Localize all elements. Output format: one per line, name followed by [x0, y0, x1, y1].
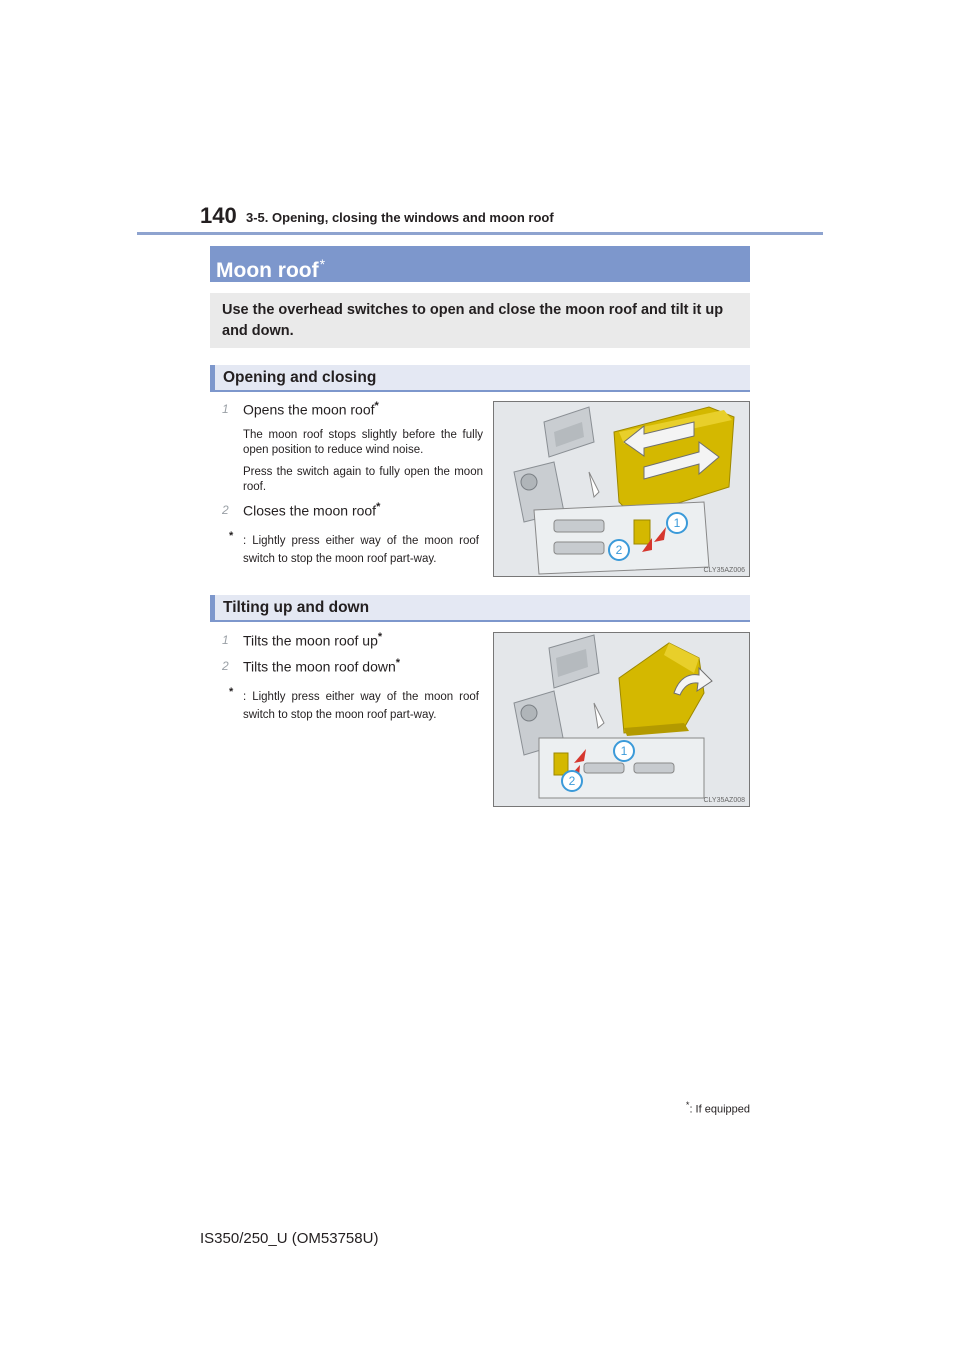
note-text: : Lightly press either way of the moon roof switch to stop the moon roof part-way. — [243, 534, 479, 565]
note-text-tilting: : Lightly press either way of the moon roof switch to stop the moon roof part-way. — [243, 690, 479, 721]
title-asterisk: * — [319, 256, 326, 272]
item-marker-tilt-1: 1 — [222, 633, 229, 647]
paragraph-wind-noise: The moon roof stops slightly before the fully open position to reduce wind noise. — [243, 429, 483, 456]
footnote-star: * — [685, 1100, 690, 1110]
heading-opening-closing: Opening and closing — [210, 365, 750, 392]
moon-roof-tilt-drawing — [494, 633, 749, 806]
illustration-tilt — [493, 632, 750, 807]
section-path: 3-5. Opening, closing the windows and moon roof — [246, 210, 554, 225]
item-marker-2: 2 — [222, 503, 229, 517]
page-number: 140 — [200, 203, 237, 228]
item-marker-tilt-2: 2 — [222, 659, 229, 673]
note-partway-opening — [229, 527, 479, 568]
item-closes-text: Closes the moon roof — [243, 502, 377, 519]
item-tilt-down-star: * — [395, 657, 401, 669]
callout-tilt-2: 2 — [568, 774, 576, 788]
item-tilt-down — [243, 657, 400, 675]
item-closes-star: * — [376, 501, 381, 513]
page-title — [210, 246, 750, 282]
footnote-text: : If equipped — [689, 1103, 750, 1116]
item-tilt-up-star: * — [377, 631, 383, 643]
intro-box: Use the overhead switches to open and close the moon roof and tilt it up and down. — [210, 293, 750, 348]
image-code-2: CLY35AZ008 — [703, 797, 745, 804]
moon-roof-switch-drawing — [494, 402, 749, 576]
title-text: Moon roof — [216, 259, 319, 282]
model-code: IS350/250_U (OM53758U) — [200, 1230, 379, 1247]
note-star-tilting: * — [229, 686, 234, 698]
callout-2: 2 — [615, 543, 623, 557]
note-partway-tilting — [229, 683, 479, 724]
header-rule — [137, 232, 823, 235]
paragraph-press-again: Press the switch again to fully open the moon roof. — [243, 466, 483, 493]
item-tilt-down-text: Tilts the moon roof down — [243, 658, 396, 675]
note-star: * — [229, 530, 234, 542]
item-marker-1: 1 — [222, 402, 229, 416]
callout-tilt-1: 1 — [620, 744, 628, 758]
item-opens-star: * — [374, 400, 379, 412]
item-tilt-up — [243, 631, 382, 649]
heading-tilting: Tilting up and down — [210, 595, 750, 622]
item-tilt-up-text: Tilts the moon roof up — [243, 632, 378, 649]
callout-1: 1 — [673, 516, 681, 530]
item-closes — [243, 501, 380, 519]
item-opens-text: Opens the moon roof — [243, 401, 375, 418]
image-code-1: CLY35AZ006 — [703, 567, 745, 574]
footnote-if-equipped — [686, 1100, 750, 1116]
item-opens — [243, 400, 379, 418]
illustration-open-close — [493, 401, 750, 577]
